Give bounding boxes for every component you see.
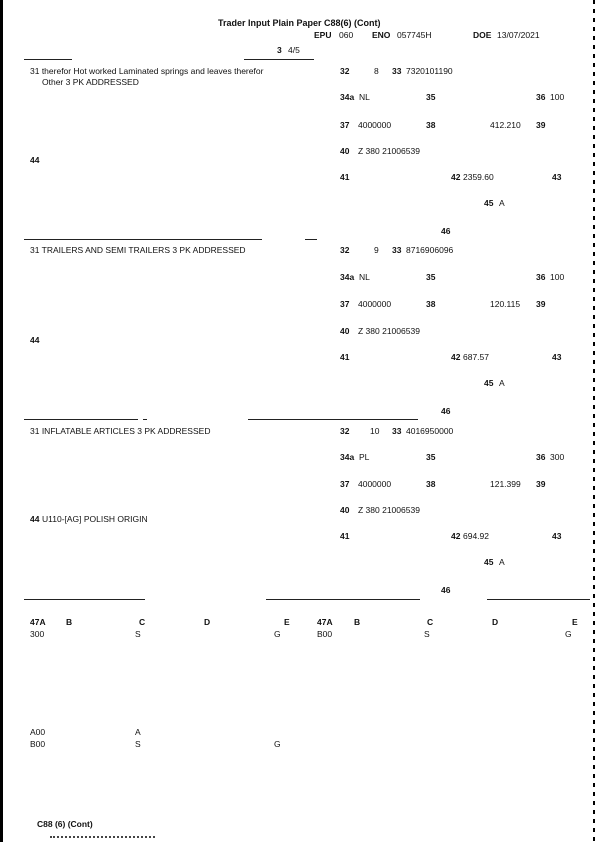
box40-label: 40	[340, 326, 350, 336]
box39-label: 39	[536, 299, 546, 309]
box34a-label: 34a	[340, 452, 355, 462]
tax-rate: S	[135, 629, 141, 639]
divider	[244, 59, 314, 60]
tax-method: G	[274, 629, 281, 639]
box36-label: 36	[536, 92, 546, 102]
item-description: 31 therefor Hot worked Laminated springs and leaves therefor	[30, 66, 264, 76]
commodity-code: 7320101190	[406, 66, 453, 76]
box46-label: 46	[441, 585, 451, 595]
box32-label: 32	[340, 245, 350, 255]
box46-label: 46	[441, 406, 451, 416]
origin-country: PL	[359, 452, 370, 462]
box42-label: 42	[451, 531, 461, 541]
tax-rate: A	[135, 727, 141, 737]
box3-value: 4/5	[288, 45, 300, 55]
box35-label: 35	[426, 452, 436, 462]
commodity-code: 8716906096	[406, 245, 454, 255]
epu-label: EPU	[314, 30, 332, 40]
box45-value: A	[499, 378, 505, 388]
box45-value: A	[499, 557, 505, 567]
divider	[24, 59, 72, 60]
tax-header-b: B	[354, 617, 361, 627]
box42-label: 42	[451, 172, 461, 182]
form-title: Trader Input Plain Paper C88(6) (Cont)	[218, 18, 381, 28]
box41-label: 41	[340, 531, 350, 541]
box44-text: U110-[AG] POLISH ORIGIN	[42, 514, 148, 524]
box36-value: 100	[550, 272, 565, 282]
eno-label: ENO	[372, 30, 391, 40]
box36-value: 300	[550, 452, 565, 462]
item-divider	[24, 599, 145, 600]
item-number: 9	[374, 245, 379, 255]
tax-header-47a: 47A	[317, 617, 333, 627]
item-divider	[24, 419, 138, 420]
net-mass: 121.399	[490, 479, 521, 489]
item-description: 31 TRAILERS AND SEMI TRAILERS 3 PK ADDRESSED	[30, 245, 246, 255]
box32-label: 32	[340, 66, 350, 76]
box41-label: 41	[340, 172, 350, 182]
commodity-code: 4016950000	[406, 426, 454, 436]
tax-header-b: B	[66, 617, 73, 627]
footer-form-ref: C88 (6) (Cont)	[37, 819, 93, 829]
box40-label: 40	[340, 505, 350, 515]
cpc-code: 4000000	[358, 299, 392, 309]
tax-header-47a: 47A	[30, 617, 46, 627]
net-mass: 120.115	[490, 299, 521, 309]
cpc-code: 4000000	[358, 479, 392, 489]
tax-header-e: E	[284, 617, 290, 627]
box36-label: 36	[536, 452, 546, 462]
item-price: 2359.60	[463, 172, 494, 182]
item-divider	[24, 239, 262, 240]
box43-label: 43	[552, 352, 562, 362]
item-description: Other 3 PK ADDRESSED	[42, 77, 139, 87]
tax-header-d: D	[204, 617, 211, 627]
box32-label: 32	[340, 426, 350, 436]
box33-label: 33	[392, 426, 402, 436]
tax-type-code: B00	[317, 629, 333, 639]
doe-value: 13/07/2021	[497, 30, 540, 40]
box36-value: 100	[550, 92, 565, 102]
item-divider	[305, 239, 317, 240]
net-mass: 412.210	[490, 120, 521, 130]
previous-document: Z 380 21006539	[358, 505, 420, 515]
box40-label: 40	[340, 146, 350, 156]
item-price: 694.92	[463, 531, 489, 541]
box35-label: 35	[426, 272, 436, 282]
item-divider	[266, 599, 420, 600]
box43-label: 43	[552, 172, 562, 182]
box45-label: 45	[484, 557, 494, 567]
box37-label: 37	[340, 479, 350, 489]
item-description: 31 INFLATABLE ARTICLES 3 PK ADDRESSED	[30, 426, 211, 436]
box38-label: 38	[426, 479, 436, 489]
tax-rate: S	[424, 629, 430, 639]
box42-label: 42	[451, 352, 461, 362]
origin-country: NL	[359, 272, 370, 282]
box44-label: 44	[30, 335, 40, 345]
box38-label: 38	[426, 120, 436, 130]
box37-label: 37	[340, 120, 350, 130]
item-divider	[143, 419, 147, 420]
tax-type-code: 300	[30, 629, 45, 639]
box34a-label: 34a	[340, 272, 355, 282]
tax-method: G	[565, 629, 572, 639]
tax-header-c: C	[139, 617, 146, 627]
box35-label: 35	[426, 92, 436, 102]
box33-label: 33	[392, 66, 402, 76]
item-divider	[487, 599, 590, 600]
item-divider	[248, 419, 418, 420]
box38-label: 38	[426, 299, 436, 309]
tax-header-c: C	[427, 617, 434, 627]
tax-method: G	[274, 739, 281, 749]
tax-header-e: E	[572, 617, 578, 627]
tax-type-code: B00	[30, 739, 46, 749]
tax-header-d: D	[492, 617, 499, 627]
box44-label: 44	[30, 155, 40, 165]
box41-label: 41	[340, 352, 350, 362]
previous-document: Z 380 21006539	[358, 146, 420, 156]
scan-left-edge	[0, 0, 3, 842]
box43-label: 43	[552, 531, 562, 541]
origin-country: NL	[359, 92, 370, 102]
item-number: 10	[370, 426, 380, 436]
box39-label: 39	[536, 479, 546, 489]
box39-label: 39	[536, 120, 546, 130]
box37-label: 37	[340, 299, 350, 309]
box36-label: 36	[536, 272, 546, 282]
box45-label: 45	[484, 378, 494, 388]
box3-label: 3	[277, 45, 282, 55]
cpc-code: 4000000	[358, 120, 392, 130]
tax-type-code: A00	[30, 727, 46, 737]
previous-document: Z 380 21006539	[358, 326, 420, 336]
doe-label: DOE	[473, 30, 492, 40]
box45-value: A	[499, 198, 505, 208]
box44-label: 44	[30, 514, 40, 524]
box45-label: 45	[484, 198, 494, 208]
tax-rate: S	[135, 739, 141, 749]
box33-label: 33	[392, 245, 402, 255]
box46-label: 46	[441, 226, 451, 236]
epu-value: 060	[339, 30, 354, 40]
item-price: 687.57	[463, 352, 489, 362]
eno-value: 057745H	[397, 30, 432, 40]
item-number: 8	[374, 66, 379, 76]
box34a-label: 34a	[340, 92, 355, 102]
footer-line	[50, 836, 155, 838]
